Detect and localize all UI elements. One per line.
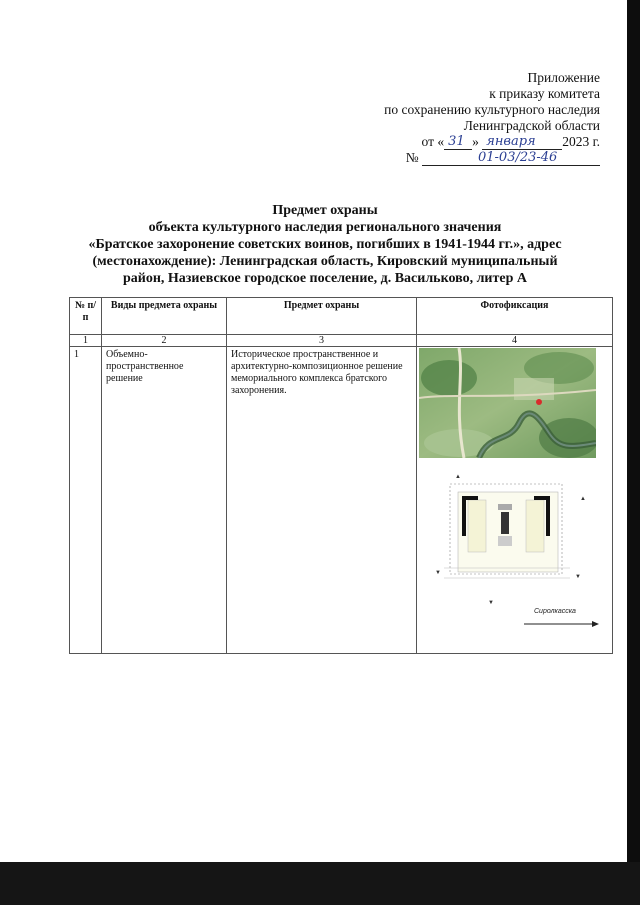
number-prefix: № [405,150,419,165]
svg-text:▼: ▼ [575,574,581,580]
title-line-4: (местонахождение): Ленинградская область, Кировский муниципальный [92,254,558,269]
order-line: к приказу комитета [489,86,600,101]
scan-right-border [627,0,640,905]
svg-text:▼: ▼ [488,600,494,606]
title-line-3: «Братское захоронение советских воинов, погибших в 1941-1944 гг.», адрес [88,237,562,252]
column-header-photo: Фотофиксация [417,298,613,335]
date-mid: » [472,134,479,149]
row-subject: Историческое пространственное и архитектурно-композиционное решение мемориального комплекса братского захоронения. [227,347,417,654]
number-line [384,150,600,166]
title-line-2: объекта культурного наследия регионального значения [148,220,502,235]
svg-text:▲: ▲ [455,474,461,480]
date-day-handwritten: 31 [448,134,465,149]
column-number: 4 [417,335,613,347]
direction-label: Сиролкасска [534,608,576,615]
date-line [384,134,600,150]
order-reference-header [384,70,600,166]
row-type: Объемно-пространственное решение [102,347,227,654]
date-day-blank [444,135,472,150]
column-header-number: № п/п [70,298,102,335]
column-header-type: Виды предмета охраны [102,298,227,335]
date-month-blank [482,135,562,150]
number-blank [422,151,600,166]
number-handwritten: 01-03/23-46 [478,150,558,165]
row-number: 1 [70,347,102,654]
region-line: Ленинградской области [463,118,600,133]
column-number-row [70,335,613,347]
column-number: 1 [70,335,102,347]
direction-arrow [522,608,600,628]
svg-text:▼: ▼ [435,570,441,576]
date-month-handwritten: января [486,134,536,149]
appendix-label: Приложение [527,70,600,85]
title-line-1: Предмет охраны [272,203,378,218]
committee-line: по сохранению культурного наследия [384,102,600,117]
column-number: 2 [102,335,227,347]
svg-text:▲: ▲ [580,496,586,502]
column-header-subject: Предмет охраны [227,298,417,335]
column-number: 3 [227,335,417,347]
date-year: 2023 г. [562,134,600,149]
aerial-photo [419,348,596,458]
date-prefix: от « [421,134,445,149]
document-title [60,202,590,287]
site-plan-drawing [430,470,600,610]
scan-bottom-border [0,862,640,905]
table-header-row [70,298,613,335]
title-line-5: район, Назиевское городское поселение, д. Васильково, литер А [123,271,527,286]
